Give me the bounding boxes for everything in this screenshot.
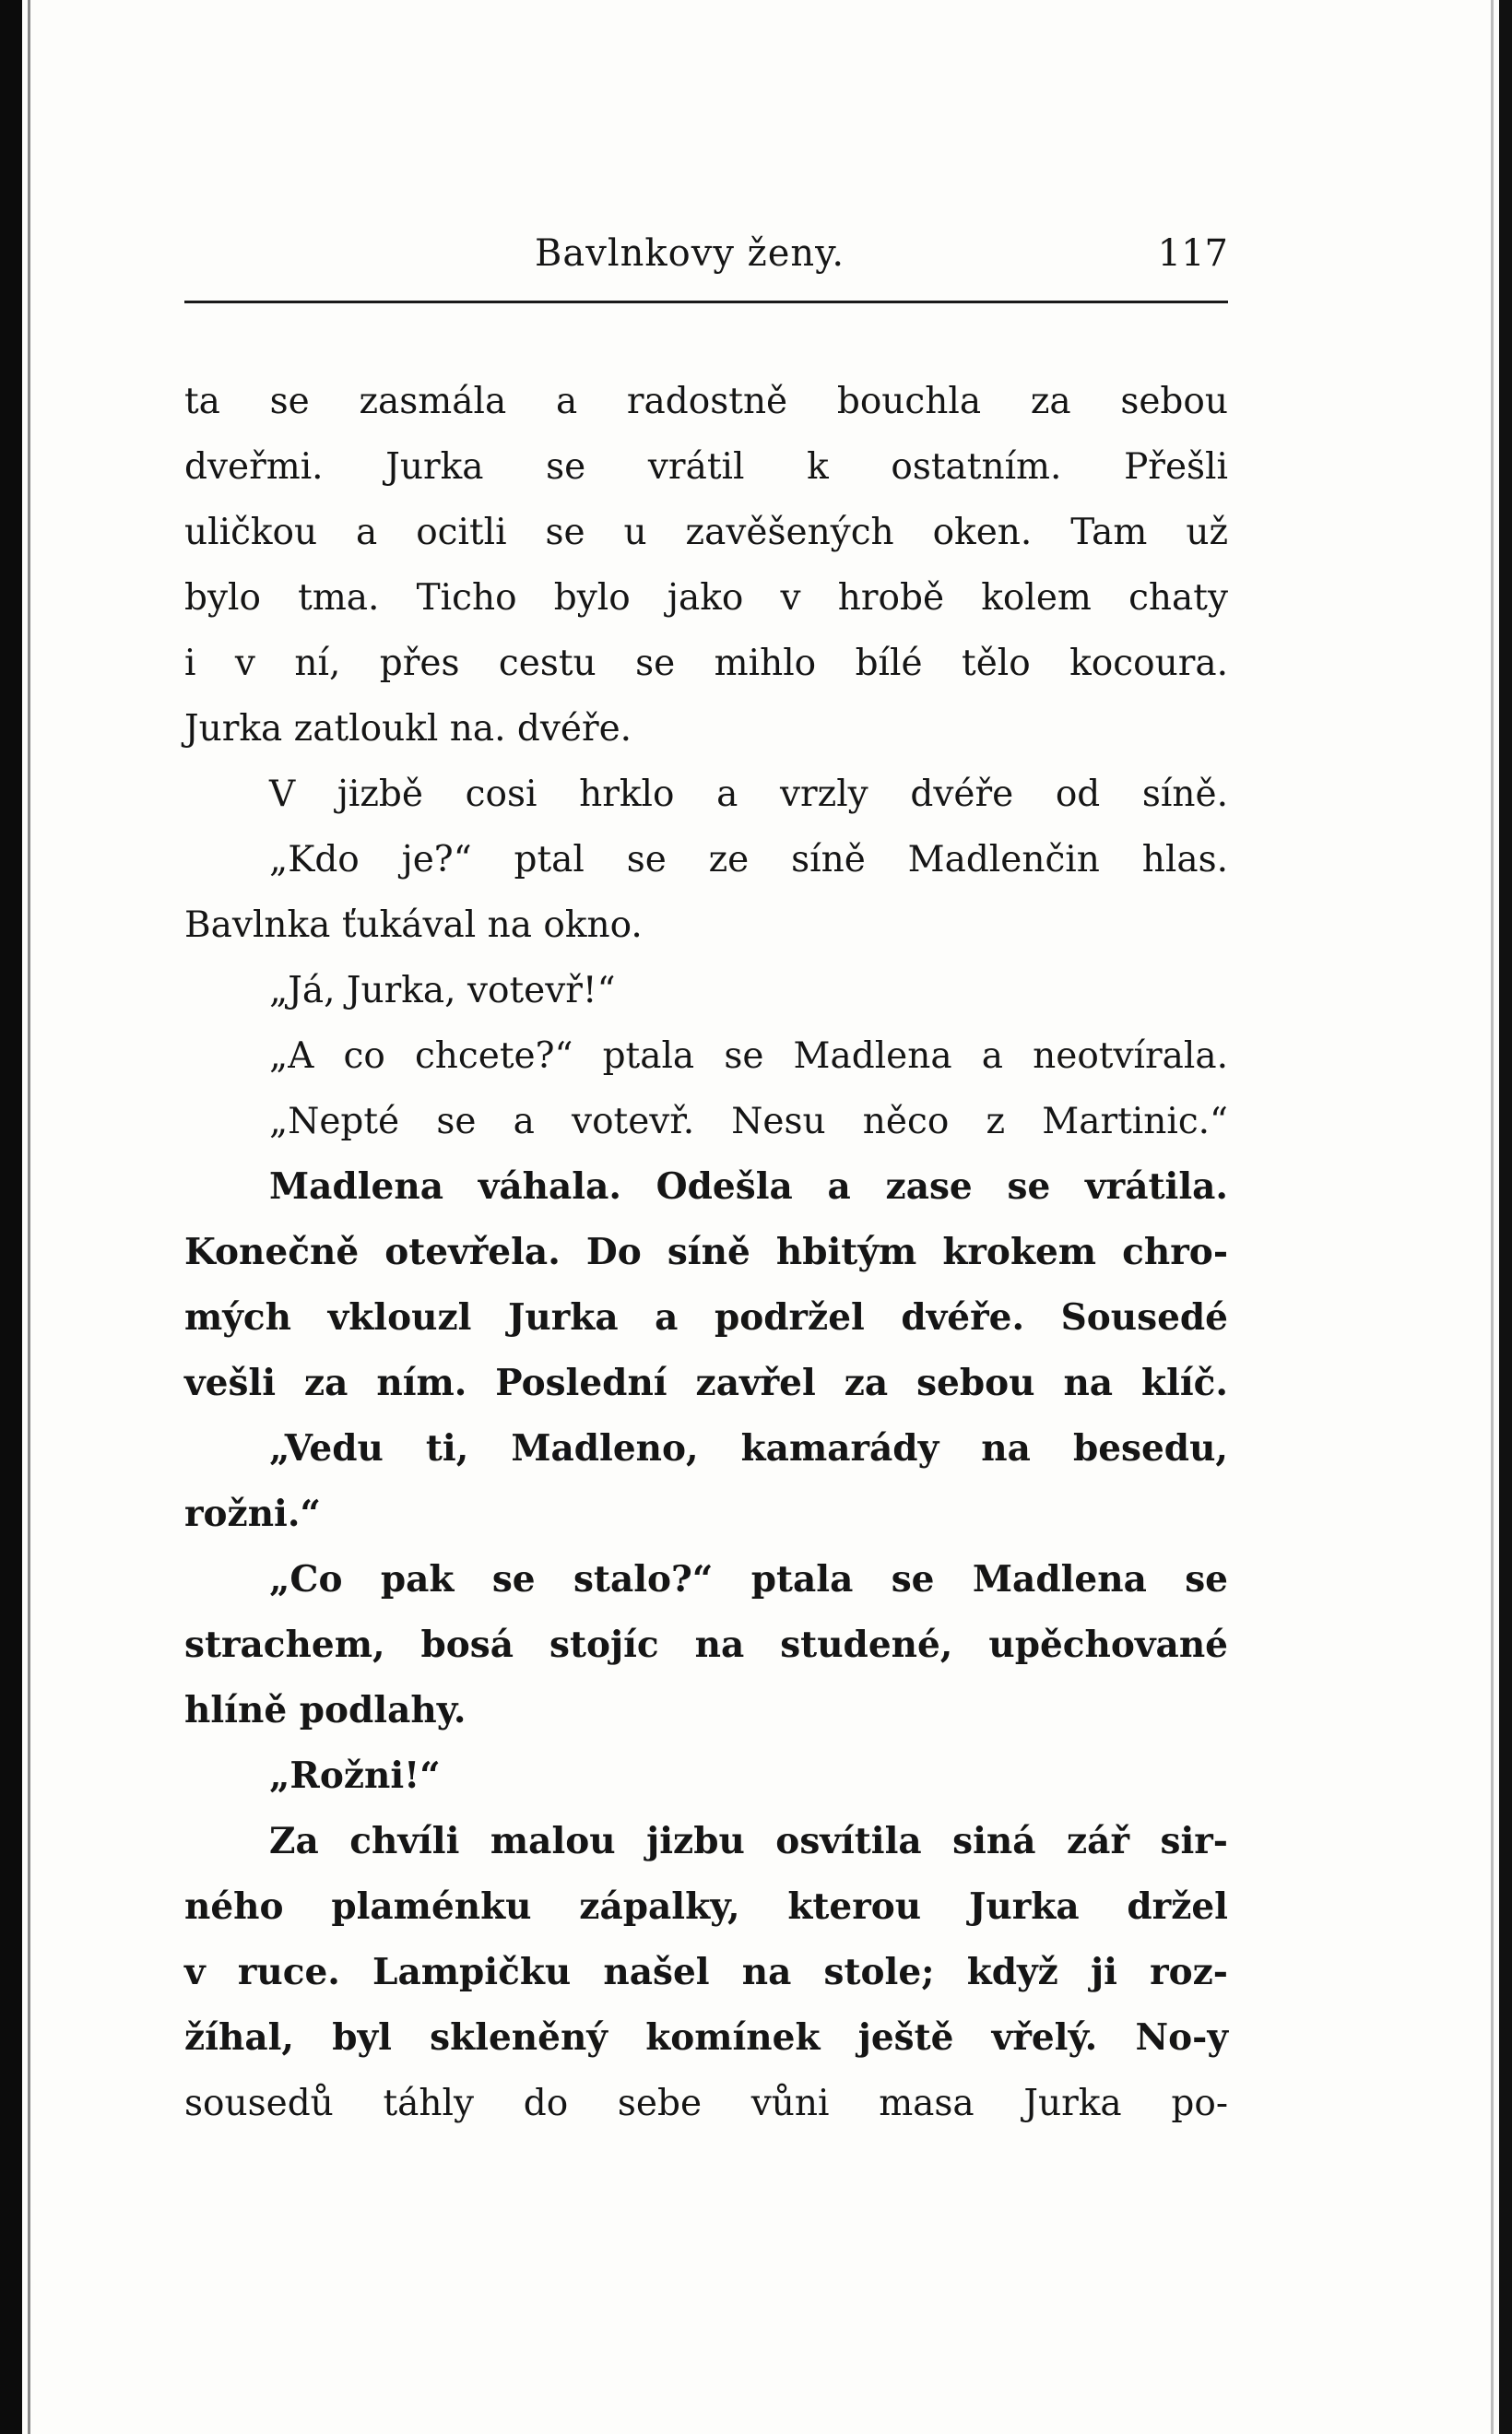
text-line: ného plaménku zápalky, kterou Jurka držel xyxy=(184,1885,1228,1928)
scan-left-border-line xyxy=(28,0,30,2434)
scan-right-border xyxy=(1499,0,1512,2434)
text-line: bylo tma. Ticho bylo jako v hrobě kolem chaty xyxy=(184,577,1228,619)
text-line: dveřmi. Jurka se vrátil k ostatním. Přešli xyxy=(184,446,1228,488)
text-line: Jurka zatloukl na. dvéře. xyxy=(184,708,632,750)
scan-right-border-line xyxy=(1491,0,1494,2434)
page-number: 117 xyxy=(1157,232,1228,275)
running-head xyxy=(184,232,1228,288)
header-rule xyxy=(184,301,1228,303)
text-line: Bavlnka ťukával na okno. xyxy=(184,904,643,946)
text-line: strachem, bosá stojíc na studené, upěchované xyxy=(184,1624,1228,1666)
body-text xyxy=(184,369,1228,2136)
text-line: rožni.“ xyxy=(184,1493,321,1535)
text-line: „Já, Jurka, votevř!“ xyxy=(269,970,616,1011)
text-line: i v ní, přes cestu se mihlo bílé tělo kocoura. xyxy=(184,643,1228,684)
text-line: vešli za ním. Poslední zavřel za sebou na klíč. xyxy=(184,1362,1228,1404)
text-line: V jizbě cosi hrklo a vrzly dvéře od síně. xyxy=(269,774,1228,815)
text-line: „Rožni!“ xyxy=(269,1755,441,1797)
text-line: mých vklouzl Jurka a podržel dvéře. Sousedé xyxy=(184,1296,1228,1339)
text-line: „Vedu ti, Madleno, kamarády na besedu, xyxy=(269,1427,1228,1470)
text-line: hlíně podlahy. xyxy=(184,1689,467,1731)
text-line: sousedů táhly do sebe vůni masa Jurka po- xyxy=(184,2083,1228,2124)
text-line: ta se zasmála a radostně bouchla za sebou xyxy=(184,381,1228,422)
text-line: Madlena váhala. Odešla a zase se vrátila. xyxy=(269,1165,1228,1208)
text-line: „Co pak se stalo?“ ptala se Madlena se xyxy=(269,1558,1228,1601)
text-line: v ruce. Lampičku našel na stole; když ji roz- xyxy=(184,1951,1228,1993)
text-line: „Nepté se a votevř. Nesu něco z Martinic.“ xyxy=(269,1101,1228,1142)
text-line: „Kdo je?“ ptal se ze síně Madlenčin hlas. xyxy=(269,839,1228,880)
running-title: Bavlnkovy ženy. xyxy=(535,232,845,275)
text-line: uličkou a ocitli se u zavěšených oken. Tam už xyxy=(184,512,1228,553)
text-line: „A co chcete?“ ptala se Madlena a neotvírala. xyxy=(269,1035,1228,1077)
scan-left-border xyxy=(0,0,22,2434)
text-line: žíhal, byl skleněný komínek ještě vřelý. No-y xyxy=(184,2016,1228,2059)
text-line: Konečně otevřela. Do síně hbitým krokem chro- xyxy=(184,1231,1228,1273)
text-line: Za chvíli malou jizbu osvítila siná zář sir- xyxy=(269,1820,1228,1862)
